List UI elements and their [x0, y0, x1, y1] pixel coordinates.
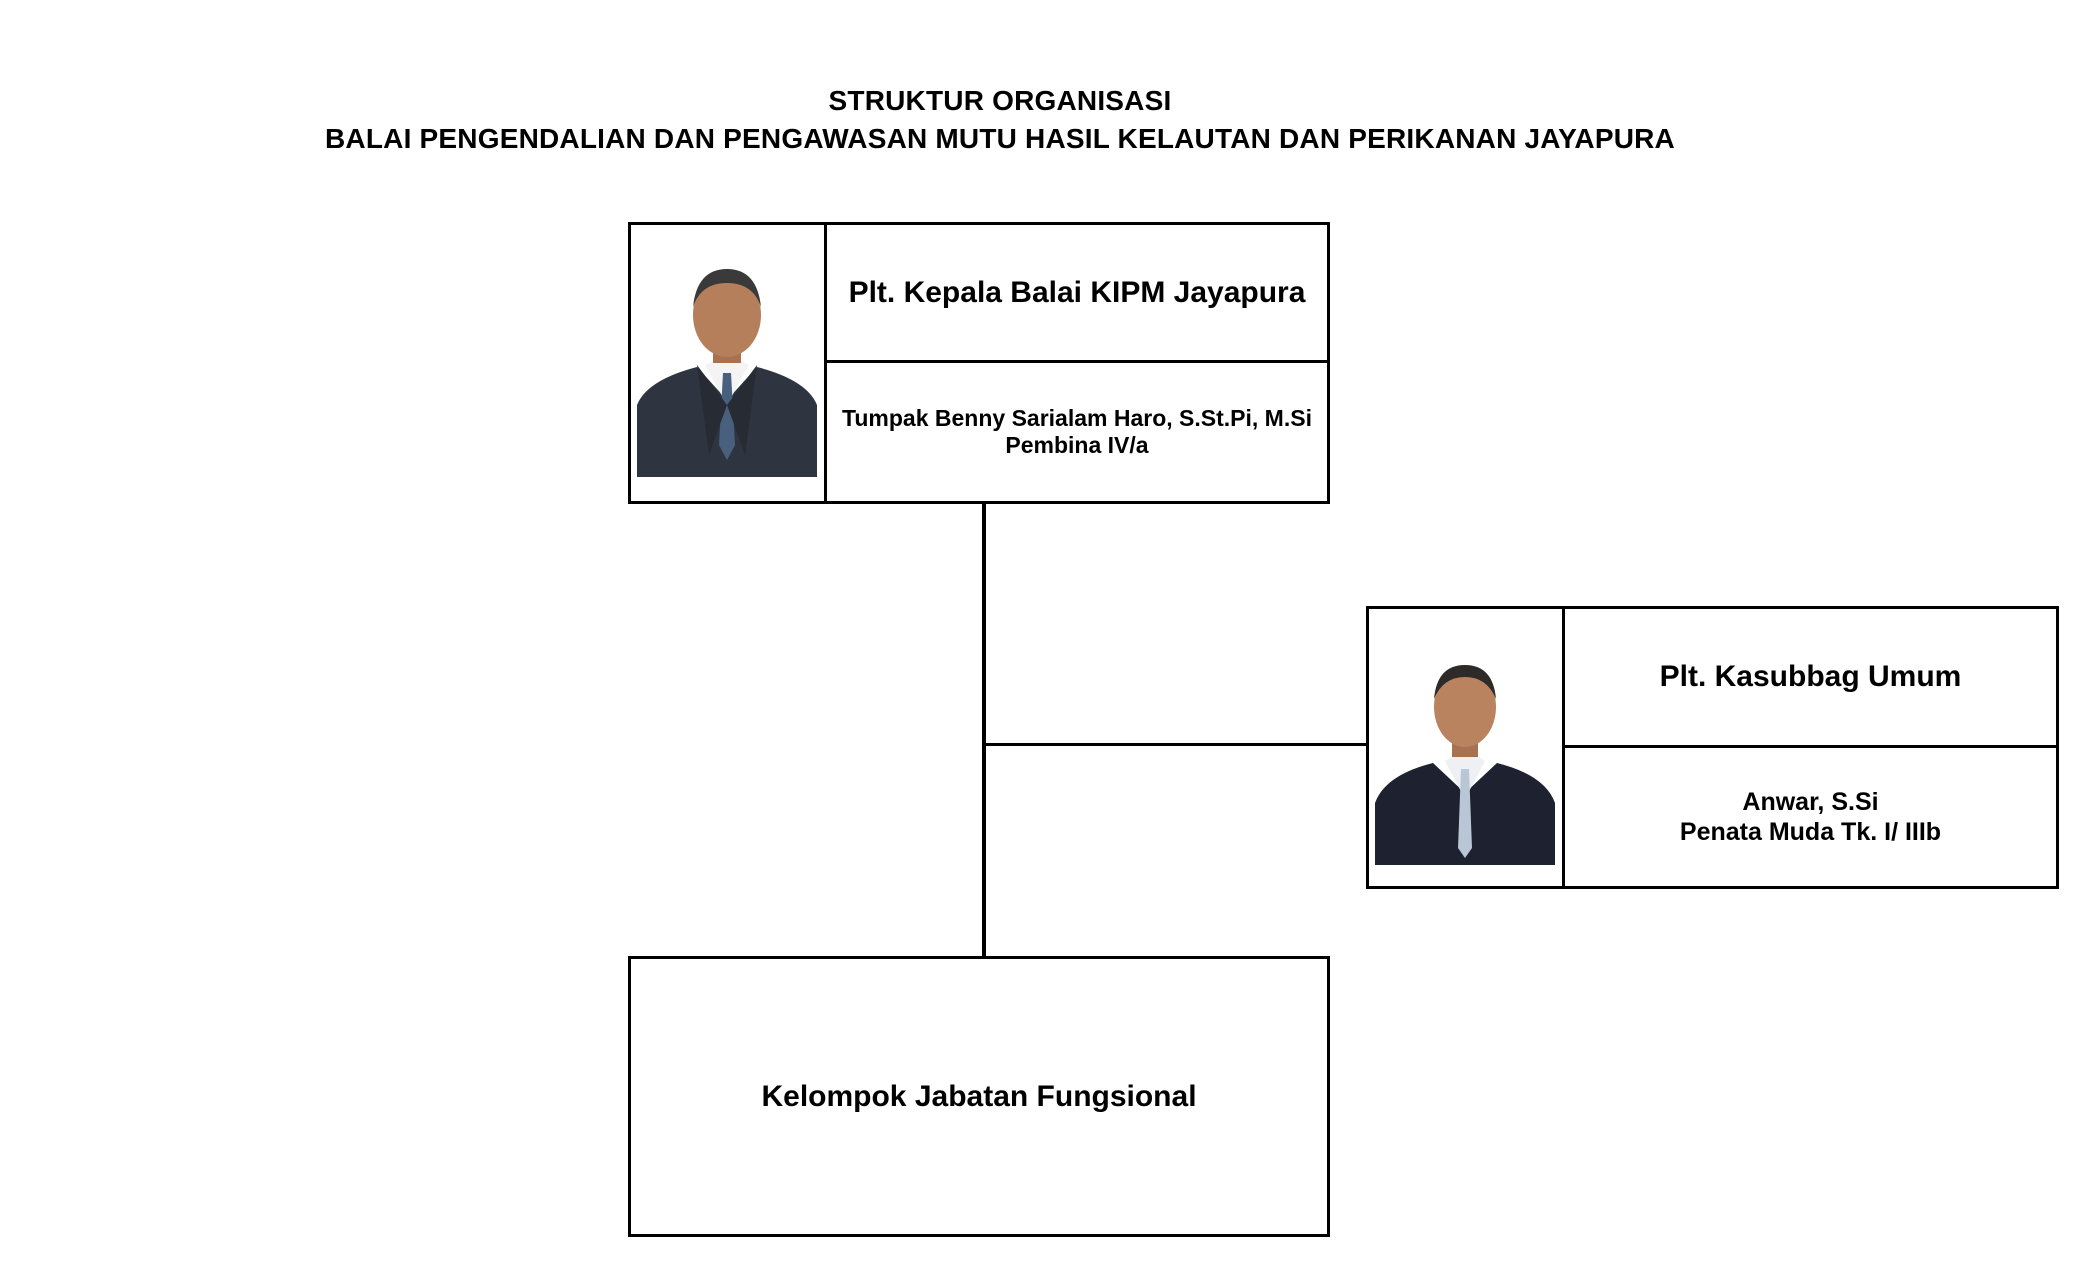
connector-horizontal: [984, 743, 1367, 746]
head-role-cell: [827, 225, 1327, 363]
admin-role-label: Plt. Kasubbag Umum: [1659, 659, 1962, 693]
head-name: Tumpak Benny Sarialam Haro, S.St.Pi, M.Si: [842, 405, 1312, 431]
connector-vertical: [982, 503, 986, 957]
head-name-cell: [827, 363, 1327, 501]
org-node-head: [628, 222, 1330, 504]
admin-role-cell: [1565, 609, 2056, 748]
org-node-functional: [628, 956, 1330, 1237]
head-role-label: Plt. Kepala Balai KIPM Jayapura: [848, 275, 1306, 309]
person-photo-icon: [1375, 643, 1555, 865]
admin-name: Anwar, S.Si: [1742, 787, 1879, 816]
org-node-admin: [1366, 606, 2059, 889]
admin-name-cell: [1565, 748, 2056, 887]
functional-label: Kelompok Jabatan Fungsional: [761, 1079, 1197, 1113]
person-photo-icon: [637, 255, 817, 477]
head-rank: Pembina IV/a: [1005, 432, 1149, 458]
admin-photo-cell: [1369, 609, 1565, 886]
page-title: STRUKTUR ORGANISASI: [828, 85, 1172, 116]
page-subtitle: BALAI PENGENDALIAN DAN PENGAWASAN MUTU HASIL KELAUTAN DAN PERIKANAN JAYAPURA: [325, 123, 1675, 154]
admin-rank: Penata Muda Tk. I/ IIIb: [1679, 817, 1942, 846]
head-photo-cell: [631, 225, 827, 501]
